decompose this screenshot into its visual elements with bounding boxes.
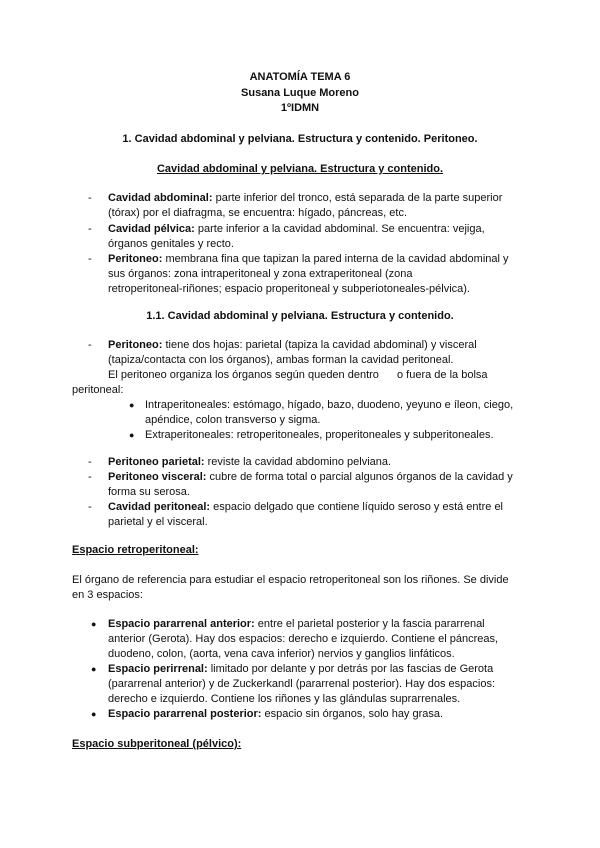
bullet-item: Espacio perirrenal: limitado por delante y por detrás por las fascias de Gerota [108, 663, 494, 675]
list-item-continuation: órganos genitales y recto. [108, 238, 234, 250]
bullet-marker: ● [129, 400, 135, 410]
list-item: Peritoneo parietal: reviste la cavidad abdomino pelviana. [108, 456, 392, 468]
section-1-1-heading: 1.1. Cavidad abdominal y pelviana. Estructura y contenido. [146, 310, 454, 322]
bullet-item: Espacio pararrenal anterior: entre el parietal posterior y la fascia pararrenal [108, 618, 485, 630]
list-item-continuation: parietal y el visceral. [108, 516, 208, 528]
dash-marker: - [88, 192, 92, 204]
bullet-marker: ● [91, 709, 97, 719]
paragraph-line: o fuera de la bolsa [397, 369, 488, 381]
bullet-item: Intraperitoneales: estómago, hígado, bazo, duodeno, yeyuno e íleon, ciego, [145, 399, 514, 411]
bullet-item-continuation: apéndice, colon transverso y sigma. [145, 414, 321, 426]
paragraph-line: peritoneal: [72, 384, 124, 396]
bullet-marker: ● [91, 619, 97, 629]
list-item-continuation: retroperitoneal-riñones; espacio properitoneal y subperiotoneales-pélvica). [108, 283, 470, 295]
list-item-continuation: (tapiza/contacta con los órganos), ambas forman la cavidad peritoneal. [108, 354, 454, 366]
list-item: Cavidad abdominal: parte inferior del tronco, está separada de la parte superior [108, 192, 503, 204]
subheading-cavidad: Cavidad abdominal y pelviana. Estructura y contenido. [156, 163, 444, 175]
bullet-marker: ● [129, 430, 135, 440]
paragraph-line: en 3 espacios: [72, 589, 143, 601]
list-item: Cavidad pélvica: parte inferior a la cavidad abdominal. Se encuentra: vejiga, [108, 223, 485, 235]
list-item: Peritoneo: tiene dos hojas: parietal (tapiza la cavidad abdominal) y visceral [108, 339, 477, 351]
bullet-item: Extraperitoneales: retroperitoneales, properitoneales y subperitoneales. [145, 429, 494, 441]
doc-title: ANATOMÍA TEMA 6 [249, 71, 351, 83]
dash-marker: - [88, 501, 92, 513]
dash-marker: - [88, 339, 92, 351]
list-item-continuation: sus órganos: zona intraperitoneal y zona extraperitoneal (zona [108, 268, 413, 280]
bullet-marker: ● [91, 664, 97, 674]
doc-course: 1ºIDMN [280, 102, 320, 114]
paragraph-line: El órgano de referencia para estudiar el espacio retroperitoneal son los riñones. Se divide [72, 574, 509, 586]
bullet-item-continuation: anterior (Gerota). Hay dos espacios: derecho e izquierdo. Contiene el páncreas, [108, 633, 499, 645]
list-item: Peritoneo visceral: cubre de forma total o parcial algunos órganos de la cavidad y [108, 471, 513, 483]
bullet-item-continuation: (pararrenal anterior) y de Zuckerkandl (pararrenal posterior). Hay dos espacios: [108, 678, 496, 690]
list-item: Cavidad peritoneal: espacio delgado que contiene líquido seroso y está entre el [108, 501, 504, 513]
list-item: Peritoneo: membrana fina que tapizan la pared interna de la cavidad abdominal y [108, 253, 509, 265]
dash-marker: - [88, 456, 92, 468]
subperitoneal-heading: Espacio subperitoneal (pélvico): [72, 738, 242, 750]
dash-marker: - [88, 253, 92, 265]
doc-author: Susana Luque Moreno [241, 87, 359, 99]
list-item-continuation: (tórax) por el diafragma, se encuentra: hígado, páncreas, etc. [108, 207, 407, 219]
bullet-item-continuation: derecho e izquierdo. Contiene los riñones y las glándulas suprarrenales. [108, 693, 461, 705]
retroperitoneal-heading: Espacio retroperitoneal: [72, 544, 199, 556]
bullet-item-continuation: duodeno, colon, (aorta, vena cava inferior) nervios y ganglios linfáticos. [108, 648, 455, 660]
bullet-item: Espacio pararrenal posterior: espacio sin órganos, solo hay grasa. [108, 708, 444, 720]
list-item-continuation: forma su serosa. [108, 486, 190, 498]
paragraph-line: El peritoneo organiza los órganos según queden dentro [108, 369, 379, 381]
section-1-heading: 1. Cavidad abdominal y pelviana. Estructura y contenido. Peritoneo. [122, 133, 478, 145]
dash-marker: - [88, 223, 92, 235]
dash-marker: - [88, 471, 92, 483]
